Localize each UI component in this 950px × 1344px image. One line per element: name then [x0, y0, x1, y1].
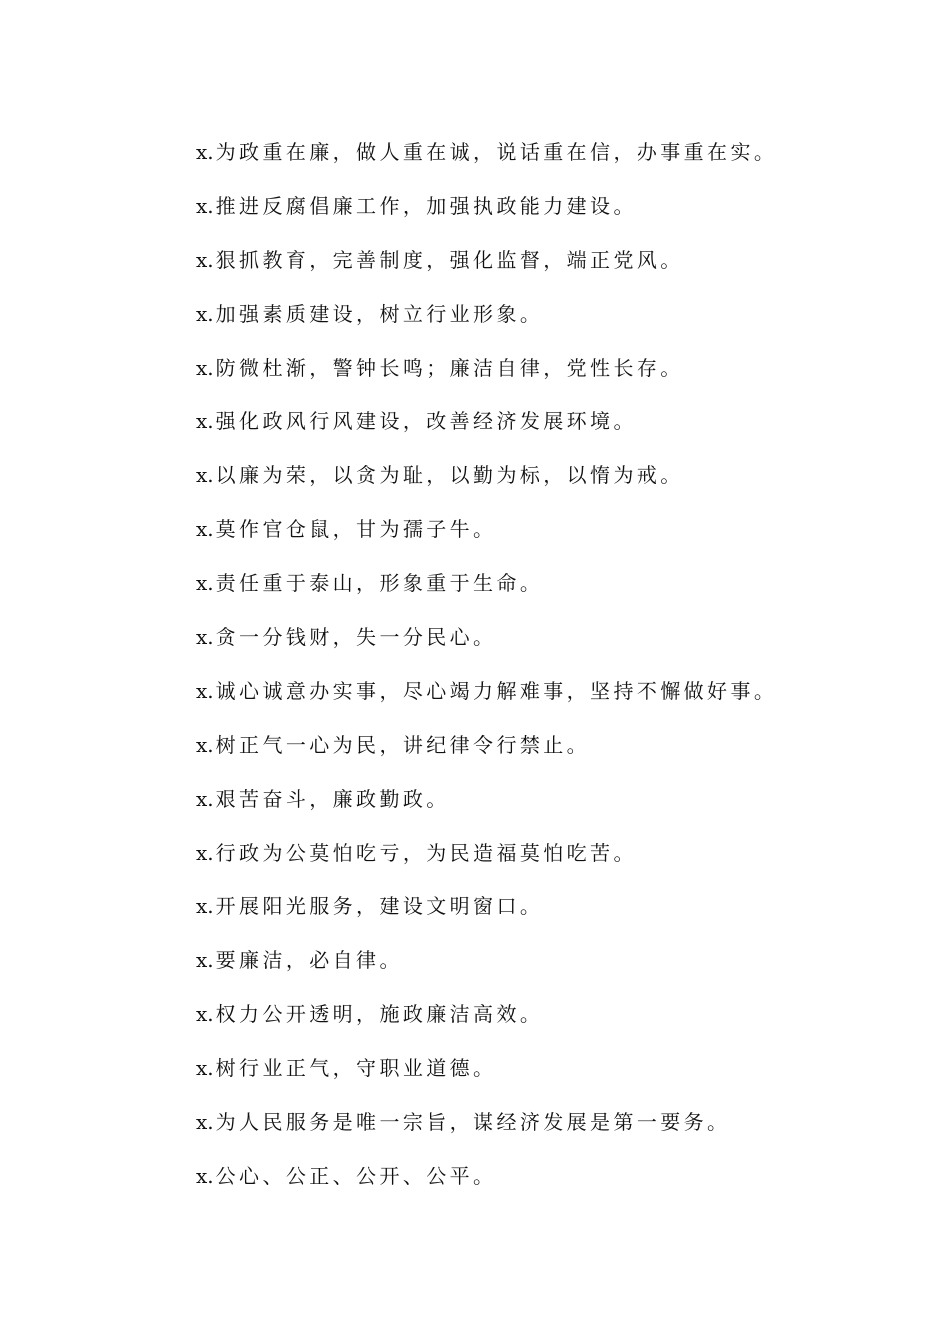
item-text: 为政重在廉，做人重在诚，说话重在信，办事重在实。: [215, 140, 778, 164]
item-text: 莫作官仓鼠，甘为孺子牛。: [215, 517, 497, 542]
list-item: [196, 298, 896, 352]
item-marker: x.: [196, 571, 214, 596]
item-marker: x.: [196, 517, 214, 542]
item-text: 加强素质建设，树立行业形象。: [215, 301, 544, 326]
item-text: 要廉洁，必自律。: [215, 948, 403, 973]
item-text: 权力公开透明，施政廉洁高效。: [215, 1002, 544, 1027]
list-item: [196, 837, 896, 891]
item-marker: x.: [196, 355, 214, 380]
item-text: 树行业正气，守职业道德。: [215, 1056, 497, 1081]
item-text: 行政为公莫怕吃亏，为民造福莫怕吃苦。: [215, 840, 637, 865]
item-marker: x.: [196, 301, 214, 326]
item-marker: x.: [196, 247, 214, 272]
item-text: 推进反腐倡廉工作，加强执政能力建设。: [215, 193, 637, 218]
item-marker: x.: [196, 1002, 214, 1027]
item-text: 狠抓教育，完善制度，强化监督，端正党风。: [215, 247, 684, 272]
item-text: 贪一分钱财，失一分民心。: [215, 625, 497, 650]
item-marker: x.: [196, 732, 214, 757]
item-text: 公心、公正、公开、公平。: [215, 1163, 497, 1188]
list-item: [196, 944, 896, 998]
list-item: [196, 998, 896, 1052]
item-marker: x.: [196, 678, 214, 703]
item-text: 责任重于泰山，形象重于生命。: [215, 571, 544, 596]
list-item: [196, 405, 896, 459]
item-marker: x.: [196, 625, 214, 650]
item-text: 为人民服务是唯一宗旨，谋经济发展是第一要务。: [215, 1110, 731, 1135]
item-marker: x.: [196, 840, 214, 865]
list-item: [196, 459, 896, 513]
slogan-list: [196, 136, 896, 1214]
item-marker: x.: [196, 193, 214, 218]
list-item: [196, 244, 896, 298]
list-item: [196, 567, 896, 621]
list-item: [196, 190, 896, 244]
item-text: 以廉为荣，以贪为耻，以勤为标，以惰为戒。: [215, 463, 684, 488]
list-item: [196, 1160, 896, 1214]
list-item: [196, 1106, 896, 1160]
item-text: 开展阳光服务，建设文明窗口。: [215, 894, 544, 919]
item-marker: x.: [196, 1056, 214, 1081]
list-item: [196, 890, 896, 944]
item-marker: x.: [196, 948, 214, 973]
list-item: [196, 729, 896, 783]
list-item: [196, 621, 896, 675]
item-marker: x.: [196, 1110, 214, 1135]
item-marker: x.: [196, 463, 214, 488]
item-text: 强化政风行风建设，改善经济发展环境。: [215, 409, 637, 434]
item-text: 防微杜渐，警钟长鸣；廉洁自律，党性长存。: [215, 355, 684, 380]
list-item: [196, 675, 896, 729]
item-marker: x.: [196, 140, 214, 164]
list-item: [196, 513, 896, 567]
item-text: 树正气一心为民，讲纪律令行禁止。: [215, 732, 591, 757]
list-item: [196, 136, 896, 190]
item-text: 艰苦奋斗，廉政勤政。: [215, 786, 450, 811]
list-item: [196, 783, 896, 837]
item-text: 诚心诚意办实事，尽心竭力解难事，坚持不懈做好事。: [215, 678, 778, 703]
item-marker: x.: [196, 786, 214, 811]
list-item: [196, 1052, 896, 1106]
item-marker: x.: [196, 1163, 214, 1188]
item-marker: x.: [196, 894, 214, 919]
list-item: [196, 352, 896, 406]
item-marker: x.: [196, 409, 214, 434]
